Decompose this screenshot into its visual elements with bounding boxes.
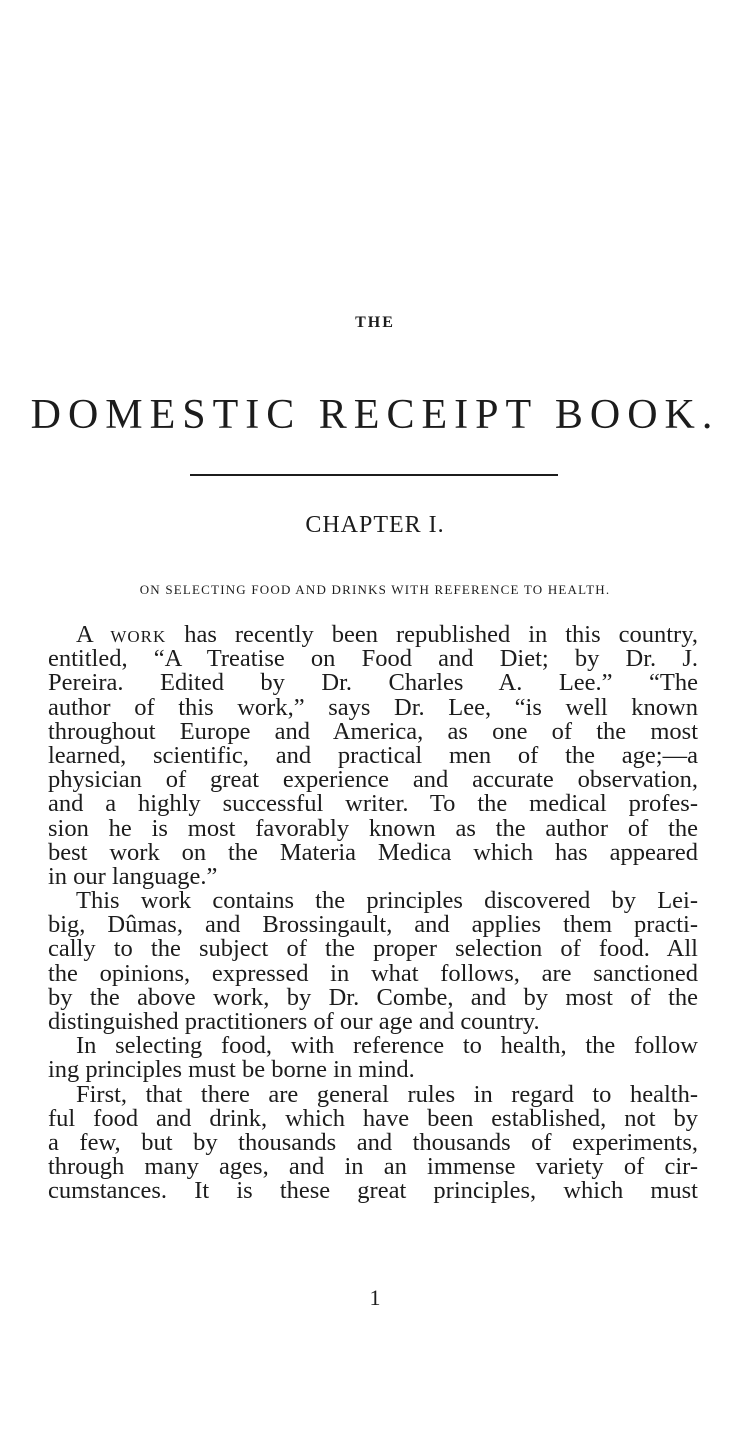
title-rule: [190, 474, 558, 476]
text-line: ful food and drink, which have been established, not by: [48, 1104, 698, 1132]
text-line: cally to the subject of the proper selection of food. All: [48, 935, 698, 963]
text-line: learned, scientific, and practical men of the age;—a: [48, 741, 698, 769]
small-caps-word: work: [110, 621, 167, 648]
line-rest: has recently been republished in this country,: [166, 621, 698, 648]
text-line: a few, but by thousands and thousands of experiments,: [48, 1128, 698, 1156]
text-line: entitled, “A Treatise on Food and Diet; by Dr. J.: [48, 645, 698, 673]
text-line: best work on the Materia Medica which has appeared: [48, 838, 698, 866]
text-line: in our language.”: [48, 862, 218, 890]
text-line: by the above work, by Dr. Combe, and by most of the: [48, 983, 698, 1011]
chapter-heading: CHAPTER I.: [305, 512, 445, 538]
text-line: [48, 623, 698, 647]
text-line: First, that there are general rules in regard to health-: [76, 1080, 698, 1108]
text-line: ing principles must be borne in mind.: [48, 1056, 415, 1084]
text-line: physician of great experience and accurate observation,: [48, 766, 698, 794]
text-line: This work contains the principles discovered by Lei-: [76, 887, 698, 915]
chapter-subtitle: ON SELECTING FOOD AND DRINKS WITH REFERENCE TO HEALTH.: [139, 582, 611, 597]
text-line: Pereira. Edited by Dr. Charles A. Lee.” “The: [48, 669, 698, 697]
line-lead: A: [76, 621, 111, 648]
text-line: through many ages, and in an immense variety of cir-: [48, 1153, 698, 1181]
text-line: In selecting food, with reference to health, the follow: [76, 1032, 698, 1060]
text-line: distinguished practitioners of our age and country.: [48, 1008, 540, 1035]
title-article: THE: [355, 314, 395, 331]
text-line: throughout Europe and America, as one of the most: [48, 717, 698, 745]
page-number: 1: [369, 1285, 381, 1310]
text-line: sion he is most favorably known as the author of the: [48, 814, 698, 842]
text-line: big, Dûmas, and Brossingault, and applies them practi-: [48, 911, 698, 939]
text-line: and a highly successful writer. To the medical profes-: [48, 790, 698, 818]
text-line: cumstances. It is these great principles, which must: [48, 1177, 698, 1205]
text-line: author of this work,” says Dr. Lee, “is well known: [48, 693, 698, 721]
text-line: the opinions, expressed in what follows, are sanctioned: [48, 959, 698, 987]
book-title: DOMESTIC RECEIPT BOOK.: [30, 392, 720, 438]
body-text: [48, 623, 698, 1204]
